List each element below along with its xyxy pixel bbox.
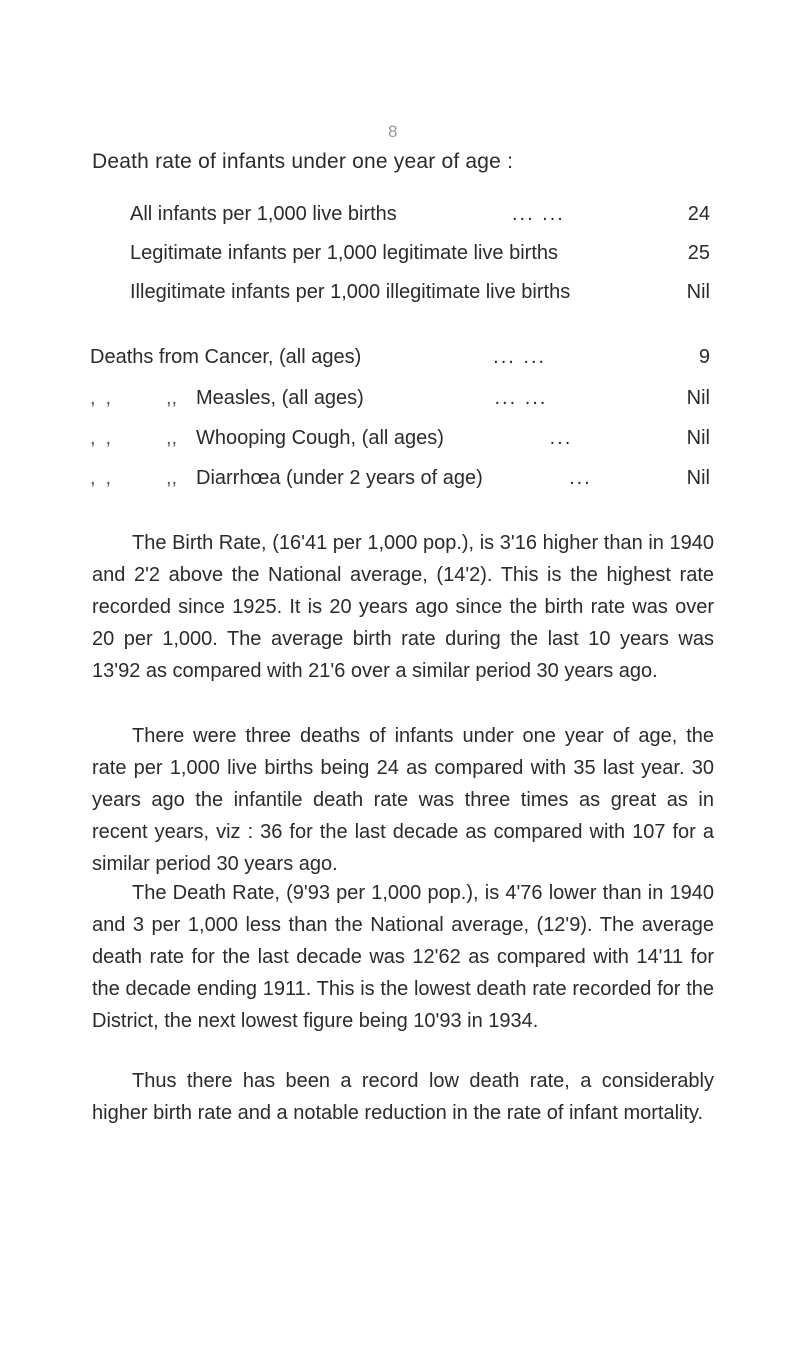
deaths-row bbox=[90, 467, 710, 490]
row-value: Nil bbox=[686, 387, 710, 409]
row-value: Nil bbox=[686, 427, 710, 449]
row-value: Nil bbox=[686, 467, 710, 489]
ditto-mark: ,, bbox=[90, 467, 122, 489]
infant-death-rate-heading: Death rate of infants under one year of age : bbox=[92, 150, 514, 173]
deaths-row bbox=[90, 387, 710, 410]
leader-dots: ... ... bbox=[493, 346, 547, 368]
row-label: Measles, (all ages) bbox=[196, 387, 364, 409]
death-rate-paragraph: The Death Rate, (9'93 per 1,000 pop.), is 4'76 lower than in 1940 and 3 per 1,000 less than the National average, (12'9). The average death rate for the last decade was 12'62 as compared with 14'11 for the decade ending 1911. This is the lowest death rate recorded for the District, the next lowest figure being 10'93 in 1934. bbox=[92, 882, 714, 1032]
leader-dots: ... bbox=[549, 427, 573, 449]
row-label: Diarrhœa (under 2 years of age) bbox=[196, 467, 483, 489]
row-label: Illegitimate infants per 1,000 illegitimate live births bbox=[130, 281, 571, 303]
row-label: Cancer, (all ages) bbox=[204, 346, 362, 368]
ditto-mark: ,, bbox=[166, 467, 178, 489]
infant-rate-row bbox=[130, 203, 710, 226]
ditto-mark: ,, bbox=[166, 387, 178, 409]
birth-rate-paragraph: The Birth Rate, (16'41 per 1,000 pop.), is 3'16 higher than in 1940 and 2'2 above the National average, (14'2). This is the highest rate recorded since 1925. It is 20 years ago since the birth rate was over 20 per 1,000. The average birth rate during the last 10 years was 13'92 as compared with 21'6 over a similar period 30 years ago. bbox=[92, 532, 714, 682]
row-label: Whooping Cough, (all ages) bbox=[196, 427, 444, 449]
infant-rate-row bbox=[130, 242, 710, 265]
row-value: 9 bbox=[698, 346, 710, 368]
row-value: Nil bbox=[686, 281, 710, 303]
summary-paragraph: Thus there has been a record low death rate, a considerably higher birth rate and a notable reduction in the rate of infant mortality. bbox=[92, 1070, 714, 1124]
page-number: 8 bbox=[388, 122, 398, 141]
deaths-row bbox=[90, 346, 710, 369]
infant-deaths-paragraph: There were three deaths of infants under one year of age, the rate per 1,000 live births being 24 as compared with 35 last year. 30 years ago the infantile death rate was three times as great as in recent years, viz : 36 for the last decade as compared with 107 for a similar period 30 years ago. bbox=[92, 725, 714, 875]
ditto-mark: ,, bbox=[90, 387, 122, 409]
ditto-mark: ,, bbox=[90, 427, 122, 449]
row-label: Legitimate infants per 1,000 legitimate live births bbox=[130, 242, 559, 264]
deaths-row bbox=[90, 427, 710, 450]
leader-dots: ... ... bbox=[511, 203, 565, 225]
leader-dots: ... ... bbox=[494, 387, 548, 409]
row-value: 25 bbox=[687, 242, 710, 264]
infant-rate-row bbox=[130, 281, 710, 304]
row-label: All infants per 1,000 live births bbox=[130, 203, 397, 225]
row-value: 24 bbox=[687, 203, 710, 225]
leader-dots: ... bbox=[569, 467, 592, 489]
deaths-prefix: Deaths from bbox=[90, 346, 199, 368]
ditto-mark: ,, bbox=[166, 427, 178, 449]
